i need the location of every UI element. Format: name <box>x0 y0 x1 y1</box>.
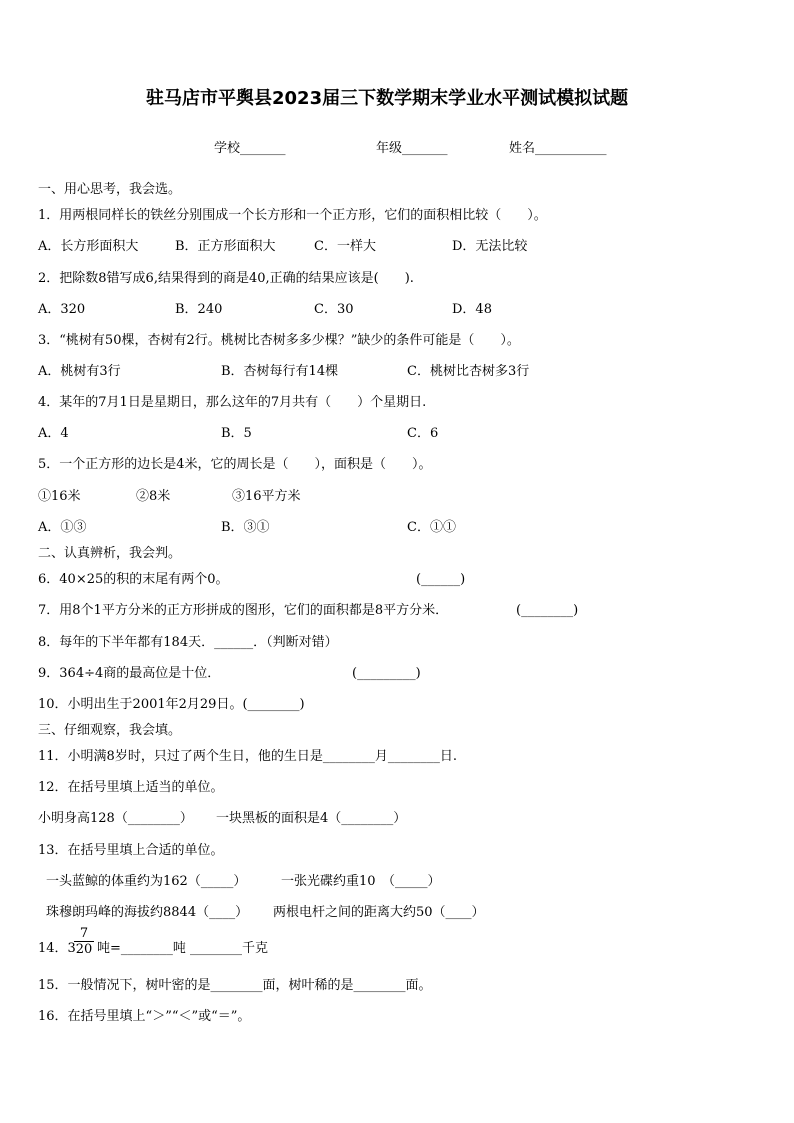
q2-option-a: A．320 <box>38 302 86 317</box>
section-heading-2: 二、认真辨析，我会判。 <box>38 546 182 561</box>
q3-option-c: C．桃树比杏树多3行 <box>407 364 530 379</box>
q14-numerator: 7 <box>79 926 89 941</box>
question-6: 6．40×25的积的末尾有两个0。 <box>38 572 229 587</box>
section-heading-3: 三、仔细观察，我会填。 <box>38 723 182 738</box>
question-4: 4．某年的7月1日是星期日，那么这年的7月共有（ ）个星期日. <box>38 395 427 410</box>
q5-option-b: B．③① <box>221 520 270 535</box>
q5-choice-2: ②8米 <box>136 489 171 504</box>
q6-answer-blank: (______) <box>416 572 466 587</box>
question-12: 12．在括号里填上适当的单位。 <box>38 780 224 795</box>
q5-choice-3: ③16平方米 <box>232 489 301 504</box>
question-14-prefix: 14．3 <box>38 941 76 956</box>
q14-fraction <box>74 926 94 957</box>
q12-part-b: 一块黑板的面积是4（________） <box>216 811 407 826</box>
q2-option-c: C．30 <box>314 302 354 317</box>
q7-answer-blank: (________) <box>516 603 579 618</box>
question-5: 5．一个正方形的边长是4米，它的周长是（ ），面积是（ ）。 <box>38 457 432 472</box>
q13-part-c: 珠穆朗玛峰的海拔约8844（____） <box>46 905 249 920</box>
q5-option-c: C．①① <box>407 520 456 535</box>
q13-part-b: 一张光碟约重10 （_____） <box>281 874 441 889</box>
section-heading-1: 一、用心思考，我会选。 <box>38 182 182 197</box>
q3-option-b: B．杏树每行有14棵 <box>221 364 339 379</box>
q4-option-b: B．5 <box>221 426 252 441</box>
q13-part-d: 两根电杆之间的距离大约50（____） <box>273 905 485 920</box>
page-title: 驻马店市平舆县2023届三下数学期末学业水平测试模拟试题 <box>146 88 629 109</box>
q9-answer-blank: (_________) <box>352 666 421 681</box>
q1-option-a: A．长方形面积大 <box>38 239 139 254</box>
question-13: 13．在括号里填上合适的单位。 <box>38 843 224 858</box>
name-field: 姓名___________ <box>509 141 607 156</box>
q12-part-a: 小明身高128（________） <box>38 811 193 826</box>
q3-option-a: A．桃树有3行 <box>38 364 121 379</box>
school-field: 学校_______ <box>214 141 286 156</box>
q5-option-a: A．①③ <box>38 520 87 535</box>
question-14-suffix: 吨=________吨 ________千克 <box>97 941 269 956</box>
question-7: 7．用8个1平方分米的正方形拼成的图形，它们的面积都是8平方分米． <box>38 603 449 618</box>
grade-field: 年级_______ <box>376 141 448 156</box>
q5-choice-1: ①16米 <box>38 489 81 504</box>
q14-denominator: 20 <box>75 942 93 957</box>
question-11: 11．小明满8岁时，只过了两个生日，他的生日是________月________日. <box>38 749 457 764</box>
question-2: 2．把除数8错写成6,结果得到的商是40,正确的结果应该是( ). <box>38 271 414 286</box>
q1-option-b: B．正方形面积大 <box>175 239 276 254</box>
question-15: 15．一般情况下，树叶密的是________面，树叶稀的是________面。 <box>38 978 432 993</box>
question-10: 10．小明出生于2001年2月29日。(________) <box>38 697 305 712</box>
q2-option-d: D．48 <box>452 302 492 317</box>
question-16: 16．在括号里填上“＞”“＜”或“＝”。 <box>38 1009 251 1024</box>
q4-option-a: A．4 <box>38 426 69 441</box>
question-3: 3．“桃树有50棵，杏树有2行。桃树比杏树多多少棵？”缺少的条件可能是（ ）。 <box>38 333 520 348</box>
question-1: 1．用两根同样长的铁丝分别围成一个长方形和一个正方形，它们的面积相比较（ ）。 <box>38 208 547 223</box>
q2-option-b: B．240 <box>175 302 223 317</box>
q1-option-d: D．无法比较 <box>452 239 528 254</box>
q1-option-c: C．一样大 <box>314 239 376 254</box>
q13-part-a: 一头蓝鲸的体重约为162（_____） <box>46 874 247 889</box>
q4-option-c: C．6 <box>407 426 439 441</box>
question-8: 8．每年的下半年都有184天．______．（判断对错） <box>38 635 338 650</box>
question-9: 9．364÷4商的最高位是十位． <box>38 666 221 681</box>
